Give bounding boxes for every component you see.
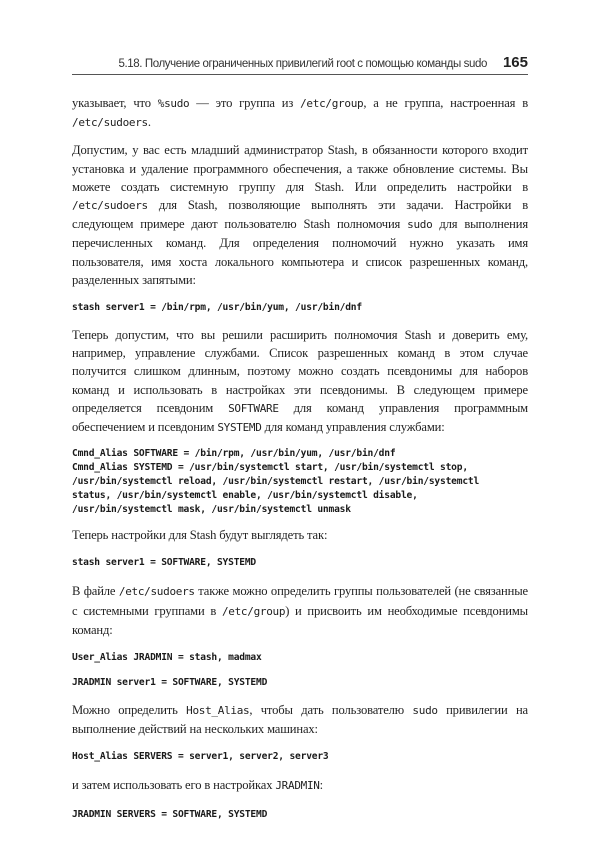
inline-code: /etc/sudoers: [72, 116, 148, 130]
code-block-5: JRADMIN server1 = SOFTWARE, SYSTEMD: [72, 677, 268, 689]
code-block-3: stash server1 = SOFTWARE, SYSTEMD: [72, 557, 257, 569]
running-header: [72, 52, 528, 75]
paragraph-6: Можно определить Host_Alias, чтобы дать пользователю sudo привилегии на выполнение действий на нескольких машинах:: [72, 703, 528, 737]
paragraph-2: Допустим, у вас есть младший администратор Stash, в обязанности которого входит установка и удаление программного обеспечения, а также обновление системы. Вы можете создать системную группу для Stash. Или определить настройки в /etc/sudoers для Stash, позволяющие выполнять эти задачи. Настройки в следующем примере дают пользователю Stash полномочия sudo для выполнения перечисленных команд. Для определения полномочий нужно указать имя пользователя, имя хоста локального компьютера и список разрешенных команд, разделенных запятыми:: [72, 143, 528, 287]
inline-code: Host_Alias: [186, 704, 250, 718]
inline-code: JRADMIN: [275, 779, 320, 793]
page-number: 165: [502, 54, 528, 71]
page-body: [72, 94, 528, 822]
code-block-1: stash server1 = /bin/rpm, /usr/bin/yum, /usr/bin/dnf: [72, 302, 362, 314]
inline-code: /etc/group: [300, 97, 364, 110]
inline-code: sudo: [407, 218, 433, 232]
inline-code: SOFTWARE: [228, 401, 279, 415]
section-title: 5.18. Получение ограниченных привилегий root с помощью команды sudo: [118, 58, 487, 70]
inline-code: sudo: [412, 704, 438, 718]
inline-code: %sudo: [157, 97, 190, 110]
code-block-7: JRADMIN SERVERS = SOFTWARE, SYSTEMD: [72, 808, 268, 820]
paragraph-4: Теперь настройки для Stash будут выглядеть так:: [72, 528, 328, 543]
inline-code: /etc/sudoers: [72, 199, 148, 213]
paragraph-1: указывает, что %sudo — это группа из /etc/group, а не группа, настроенная в /etc/sudoers.: [72, 96, 529, 130]
paragraph-7: и затем использовать его в настройках JRADMIN:: [72, 778, 323, 793]
code-block-6: Host_Alias SERVERS = server1, server2, server3: [72, 751, 329, 763]
code-block-2: Cmnd_Alias SOFTWARE = /bin/rpm, /usr/bin/yum, /usr/bin/dnf Cmnd_Alias SYSTEMD = /usr/bin/systemctl start, /usr/bin/systemctl stop, /usr/bin/systemctl reload, /usr/bin/systemctl restart, /usr/bin/systemctl status, /usr/bin/systemctl enable, /usr/bin/systemctl disable, /usr/bin/systemctl mask, /usr/bin/systemctl unmask: [72, 448, 480, 516]
paragraph-3: Теперь допустим, что вы решили расширить полномочия Stash и доверить ему, например, управление службами. Список разрешенных команд в этом случае получится слишком длинным, поэтому можно создать псевдонимы для наборов команд и использовать в настройках эти псевдонимы. В следующем примере определяется псевдоним SOFTWARE для команд управления программным обеспечением и псевдоним SYSTEMD для команд управления службами:: [72, 328, 528, 435]
inline-code: /etc/sudoers: [118, 585, 195, 599]
inline-code: SYSTEMD: [217, 421, 262, 435]
paragraph-5: В файле /etc/sudoers также можно определить группы пользователей (не связанные с системными группами в /etc/group) и присвоить им необходимые псевдонимы команд:: [72, 584, 528, 637]
inline-code: /etc/group: [221, 604, 286, 618]
code-block-4: User_Alias JRADMIN = stash, madmax: [72, 652, 262, 664]
